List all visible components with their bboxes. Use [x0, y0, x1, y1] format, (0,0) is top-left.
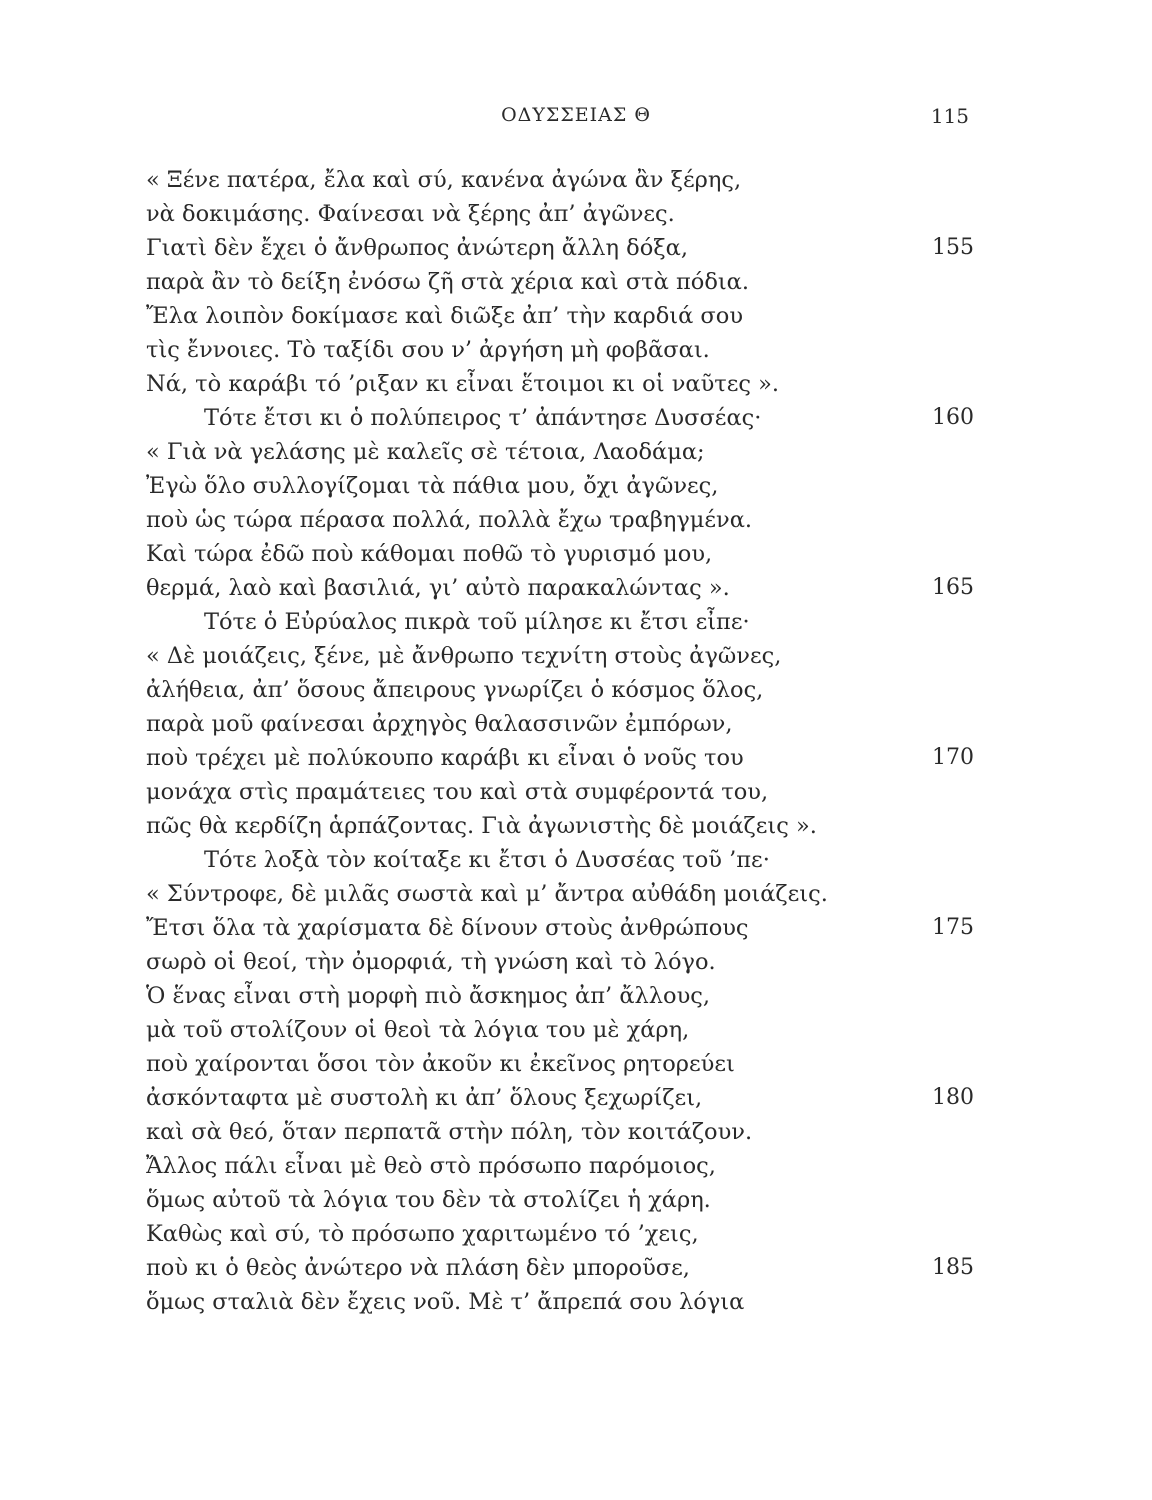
- verse-text: παρὰ ἂν τὸ δείξη ἐνόσω ζῆ στὰ χέρια καὶ στὰ πόδια.: [146, 269, 750, 295]
- line-number: 170: [932, 745, 974, 770]
- verse-line: [0, 197, 1152, 231]
- verse-line: [0, 707, 1152, 741]
- verse-text: Γιατὶ δὲν ἔχει ὁ ἄνθρωπος ἀνώτερη ἄλλη δόξα,: [146, 235, 688, 261]
- verse-text: ἀσκόνταφτα μὲ συστολὴ κι ἀπ’ ὅλους ξεχωρίζει,: [146, 1085, 703, 1111]
- verse-line: [0, 469, 1152, 503]
- verse-text: « Ξένε πατέρα, ἔλα καὶ σύ, κανένα ἀγώνα ἂν ξέρης,: [146, 167, 742, 193]
- verse-line: [0, 877, 1152, 911]
- verse-line: [0, 1149, 1152, 1183]
- verse-line: [0, 809, 1152, 843]
- verse-line: [0, 299, 1152, 333]
- line-number: 160: [932, 405, 974, 430]
- verse-text: Ἔλα λοιπὸν δοκίμασε καὶ διῶξε ἀπ’ τὴν καρδιά σου: [146, 303, 744, 329]
- verse-text: τὶς ἔννοιες. Τὸ ταξίδι σου ν’ ἀργήση μὴ φοβᾶσαι.: [146, 337, 710, 363]
- verse-line: [0, 911, 1152, 945]
- verse-text: ἀλήθεια, ἀπ’ ὅσους ἄπειρους γνωρίζει ὁ κόσμος ὅλος,: [146, 677, 764, 703]
- verse-text: ποὺ χαίρονται ὅσοι τὸν ἀκοῦν κι ἐκεῖνος ρητορεύει: [146, 1051, 735, 1077]
- verse-text: θερμά, λαὸ καὶ βασιλιά, γι’ αὐτὸ παρακαλώντας ».: [146, 575, 730, 601]
- verse-line: [0, 401, 1152, 435]
- verse-line: [0, 1081, 1152, 1115]
- verse-text: « Δὲ μοιάζεις, ξένε, μὲ ἄνθρωπο τεχνίτη στοὺς ἀγῶνες,: [146, 643, 782, 669]
- verse-text: πῶς θὰ κερδίζη ἁρπάζοντας. Γιὰ ἀγωνιστὴς δὲ μοιάζεις ».: [146, 813, 817, 839]
- verse-text: Ἐγὼ ὅλο συλλογίζομαι τὰ πάθια μου, ὄχι ἀγῶνες,: [146, 473, 719, 499]
- verse-text: μονάχα στὶς πραμάτειες του καὶ στὰ συμφέροντά του,: [146, 779, 769, 805]
- verse-line: [0, 741, 1152, 775]
- page-number: 115: [930, 104, 969, 128]
- verse-line: [0, 1115, 1152, 1149]
- verse-line: [0, 367, 1152, 401]
- line-number: 175: [932, 915, 974, 940]
- verse-text: Τότε ἔτσι κι ὁ πολύπειρος τ’ ἀπάντησε Δυσσέας·: [204, 405, 762, 431]
- verse-text: Ἔτσι ὅλα τὰ χαρίσματα δὲ δίνουν στοὺς ἀνθρώπους: [146, 915, 749, 941]
- verse-line: [0, 1251, 1152, 1285]
- verse-line: [0, 435, 1152, 469]
- verse-line: [0, 163, 1152, 197]
- verse-text: ὅμως αὐτοῦ τὰ λόγια του δὲν τὰ στολίζει ἡ χάρη.: [146, 1187, 711, 1213]
- verse-text: Τότε λοξὰ τὸν κοίταξε κι ἔτσι ὁ Δυσσέας τοῦ ’πε·: [204, 847, 770, 873]
- verse-text: Ὁ ἕνας εἶναι στὴ μορφὴ πιὸ ἄσκημος ἀπ’ ἄλλους,: [146, 983, 711, 1009]
- page-title: ΟΔΥΣΣΕΙΑΣ Θ: [501, 104, 651, 126]
- verse-line: [0, 231, 1152, 265]
- line-number: 155: [932, 235, 974, 260]
- verse-line: [0, 673, 1152, 707]
- line-number: 180: [932, 1085, 974, 1110]
- verse-line: [0, 537, 1152, 571]
- verse-text: μὰ τοῦ στολίζουν οἱ θεοὶ τὰ λόγια του μὲ χάρη,: [146, 1017, 690, 1043]
- verse-text: παρὰ μοῦ φαίνεσαι ἀρχηγὸς θαλασσινῶν ἐμπόρων,: [146, 711, 733, 737]
- verse-text: ὅμως σταλιὰ δὲν ἔχεις νοῦ. Μὲ τ’ ἄπρεπά σου λόγια: [146, 1289, 745, 1315]
- verse-line: [0, 1183, 1152, 1217]
- verse-line: [0, 1285, 1152, 1319]
- verse-line: [0, 1013, 1152, 1047]
- running-head: [0, 104, 1152, 134]
- verse-text: « Γιὰ νὰ γελάσης μὲ καλεῖς σὲ τέτοια, Λαοδάμα;: [146, 439, 705, 465]
- verse-text: σωρὸ οἱ θεοί, τὴν ὀμορφιά, τὴ γνώση καὶ τὸ λόγο.: [146, 949, 716, 975]
- verse-line: [0, 605, 1152, 639]
- verse-text: Ἄλλος πάλι εἶναι μὲ θεὸ στὸ πρόσωπο παρόμοιος,: [146, 1153, 716, 1179]
- line-number: 165: [932, 575, 974, 600]
- verse-line: [0, 571, 1152, 605]
- verse-line: [0, 979, 1152, 1013]
- verse-line: [0, 843, 1152, 877]
- verse-line: [0, 775, 1152, 809]
- verse-text: ποὺ τρέχει μὲ πολύκουπο καράβι κι εἶναι ὁ νοῦς του: [146, 745, 744, 771]
- verse-line: [0, 265, 1152, 299]
- verse-line: [0, 1047, 1152, 1081]
- verse-block: [0, 163, 1152, 1319]
- verse-text: Τότε ὁ Εὐρύαλος πικρὰ τοῦ μίλησε κι ἔτσι εἶπε·: [204, 609, 750, 635]
- verse-text: καὶ σὰ θεό, ὅταν περπατᾶ στὴν πόλη, τὸν κοιτάζουν.: [146, 1119, 753, 1145]
- verse-text: « Σύντροφε, δὲ μιλᾶς σωστὰ καὶ μ’ ἄντρα αὐθάδη μοιάζεις.: [146, 881, 828, 907]
- verse-text: ποὺ κι ὁ θεὸς ἀνώτερο νὰ πλάση δὲν μποροῦσε,: [146, 1255, 690, 1281]
- verse-text: ποὺ ὡς τώρα πέρασα πολλά, πολλὰ ἔχω τραβηγμένα.: [146, 507, 753, 533]
- verse-line: [0, 639, 1152, 673]
- verse-text: Καθὼς καὶ σύ, τὸ πρόσωπο χαριτωμένο τό ’χεις,: [146, 1221, 699, 1247]
- verse-line: [0, 1217, 1152, 1251]
- verse-line: [0, 333, 1152, 367]
- verse-text: Νά, τὸ καράβι τό ’ριξαν κι εἶναι ἕτοιμοι κι οἱ ναῦτες ».: [146, 371, 780, 397]
- verse-line: [0, 503, 1152, 537]
- verse-text: Καὶ τώρα ἐδῶ ποὺ κάθομαι ποθῶ τὸ γυρισμό μου,: [146, 541, 713, 567]
- line-number: 185: [932, 1255, 974, 1280]
- verse-line: [0, 945, 1152, 979]
- verse-text: νὰ δοκιμάσης. Φαίνεσαι νὰ ξέρης ἀπ’ ἀγῶνες.: [146, 201, 675, 227]
